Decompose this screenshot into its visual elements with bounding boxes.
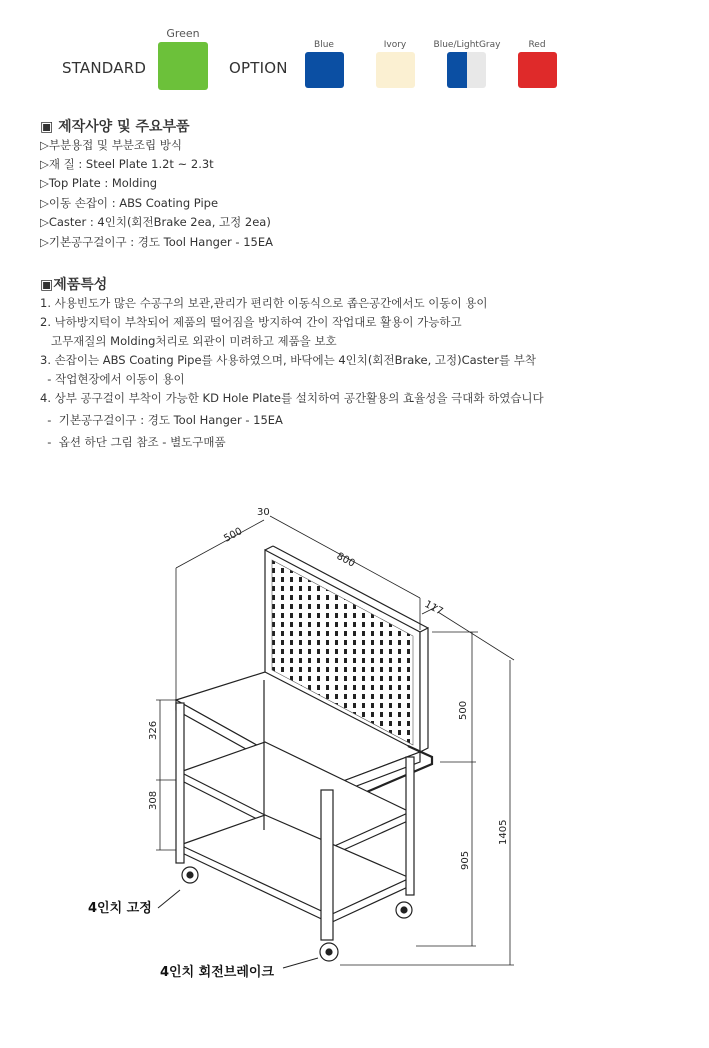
feature-line: - 기본공구걸이구 : 경도 Tool Hanger - 15EA	[40, 413, 283, 427]
feature-line: 3. 손잡이는 ABS Coating Pipe를 사용하였으며, 바닥에는 4인치(회전Brake, 고정)Caster를 부착	[40, 353, 536, 367]
feature-line: 4. 상부 공구걸이 부착이 가능한 KD Hole Plate를 설치하여 공간활용의 효율성을 극대화 하였습니다	[40, 391, 544, 405]
option-ivory-name: Ivory	[383, 40, 407, 50]
callout-brake-caster: 4인치 회전브레이크	[160, 965, 275, 980]
dim-top-thickness: 30	[257, 507, 270, 518]
option-label: OPTION	[229, 59, 288, 77]
bottom-shelf	[180, 815, 410, 915]
standard-color-name: Green	[166, 27, 200, 40]
feature-line: - 작업현장에서 이동이 용이	[40, 372, 185, 386]
spec-title: ▣ 제작사양 및 주요부품	[40, 119, 190, 135]
feature-line: - 옵션 하단 그림 참조 - 별도구매품	[40, 435, 226, 449]
option-red-name: Red	[528, 40, 546, 50]
spec-line: ▷Caster : 4인치(회전Brake 2ea, 고정 2ea)	[40, 215, 271, 229]
spec-line: ▷부분용접 및 부분조립 방식	[40, 138, 183, 152]
callout-fixed-caster: 4인치 고정	[88, 901, 152, 916]
dim-shelf-gap-2: 308	[148, 790, 159, 810]
option-blue-name: Blue	[314, 40, 334, 50]
dim-total-height: 1405	[498, 819, 509, 845]
spec-line: ▷기본공구걸이구 : 경도 Tool Hanger - 15EA	[40, 235, 273, 249]
features-title: ▣제품특성	[40, 277, 108, 293]
spec-line: ▷Top Plate : Molding	[40, 176, 158, 190]
feature-line: 2. 낙하방지턱이 부착되어 제품의 떨어짐을 방지하여 간이 작업대로 활용이 가능하고	[40, 315, 462, 329]
dim-panel-offset: 117	[422, 598, 445, 618]
dim-shelf-gap-1: 326	[148, 720, 159, 740]
dim-depth: 500	[222, 525, 245, 545]
post-back-right	[406, 757, 414, 895]
spec-line: ▷재 질 : Steel Plate 1.2t ~ 2.3t	[40, 157, 214, 171]
post-front-left	[176, 703, 184, 863]
option-blue-lightgray-name: Blue/LightGray	[433, 40, 501, 50]
dim-panel-height: 500	[458, 700, 469, 720]
spec-line: ▷이동 손잡이 : ABS Coating Pipe	[40, 196, 219, 210]
dim-width: 800	[334, 550, 357, 570]
feature-line: 고무재질의 Molding처리로 외관이 미려하고 제품을 보호	[40, 334, 337, 348]
feature-line: 1. 사용빈도가 많은 수공구의 보관,관리가 편리한 이동식으로 좁은공간에서도 이동이 용이	[40, 296, 488, 310]
post-front-right	[321, 790, 333, 940]
standard-label: STANDARD	[62, 59, 147, 77]
dim-cart-height: 905	[460, 850, 471, 870]
